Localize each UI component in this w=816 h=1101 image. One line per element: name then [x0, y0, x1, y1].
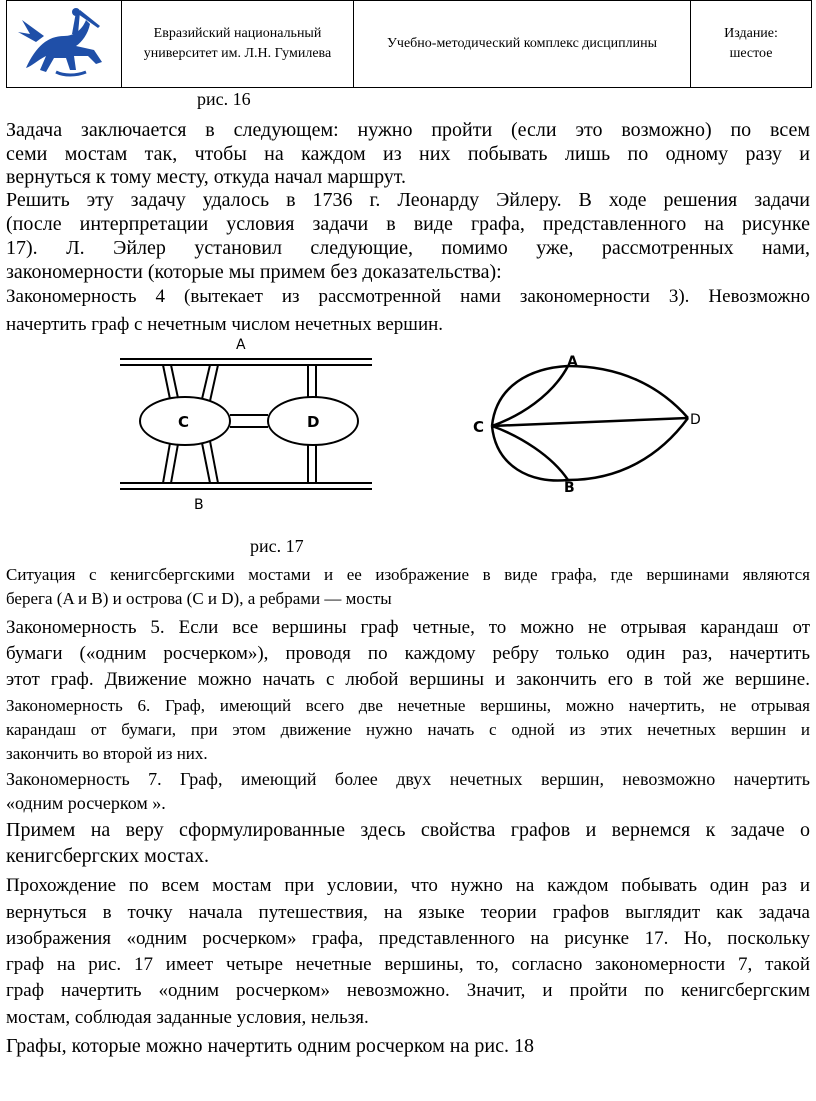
conclusion-line: граф начертить «одним росчерком» невозможно. Значит, и пройти по кенигсбергским [6, 980, 810, 1001]
law-7-line: Закономерность 7. Граф, имеющий более двух нечетных вершин, невозможно начертить [6, 769, 810, 789]
law-6-line: Закономерность 6. Граф, имеющий всего две нечетные вершины, можно начертить, не отрывая [6, 696, 810, 715]
university-name-line1: Евразийский национальный [153, 26, 322, 41]
law-4-line: начертить граф с нечетным числом нечетных вершин. [6, 314, 444, 335]
conclusion-line: вернуться в точку начала путешествия, на языке теории графов выглядит как задача [6, 902, 810, 923]
law-7-line: «одним росчерком ». [6, 793, 166, 813]
konigsberg-bridges-map [110, 333, 390, 513]
law-6-line: закончить во второй из них. [6, 744, 208, 763]
graph-label-a: A [567, 354, 578, 370]
paragraph-euler-line: (после интерпретации условия задачи в виде графа, представленного на рисунке [6, 213, 810, 235]
document-header [6, 0, 812, 88]
paragraph-task-line: вернуться к тому месту, откуда начал маршрут. [6, 166, 407, 188]
figure-17-description-line: Ситуация с кенигсбергскими мостами и ее изображение в виде графа, где вершинами являются [6, 565, 810, 584]
konigsberg-graph [460, 346, 720, 496]
complex-cell [354, 1, 691, 87]
map-label-d: D [307, 413, 320, 431]
accept-line: Примем на веру сформулированные здесь свойства графов и вернемся к задаче о [6, 819, 810, 841]
paragraph-task-line: семи мостам так, чтобы на каждом из них побывать лишь по одному разу и [6, 143, 810, 165]
law-6-line: карандаш от бумаги, при этом движение нужно начать с одной из этих нечетных вершин и [6, 720, 810, 739]
law-5-line: этот граф. Движение можно начать с любой вершины и закончить его в той же вершине. [6, 669, 810, 690]
paragraph-euler-line: Решить эту задачу удалось в 1736 г. Леонарду Эйлеру. В ходе решения задачи [6, 189, 810, 211]
paragraph-euler-line: 17). Л. Эйлер установил следующие, помимо уже, рассмотренных нами, [6, 237, 810, 259]
map-label-a: A [236, 337, 246, 353]
logo-cell [7, 1, 122, 87]
edition-label: Издание: [724, 26, 778, 41]
accept-line: кенигсбергских мостах. [6, 845, 210, 867]
law-4-line: Закономерность 4 (вытекает из рассмотренной нами закономерности 3). Невозможно [6, 286, 810, 307]
figure-17-caption: рис. 17 [250, 536, 304, 556]
law-5-line: Закономерность 5. Если все вершины граф четные, то можно не отрывая карандаш от [6, 617, 810, 638]
law-5-line: бумаги («одним росчерком»), проводя по каждому ребру только один раз, начертить [6, 643, 810, 664]
figure-16-caption: рис. 16 [197, 89, 251, 109]
university-name-cell [122, 1, 354, 87]
map-label-b: B [194, 497, 204, 513]
figure-17-description-line: берега (A и B) и острова (C и D), а ребрами — мосты [6, 589, 392, 608]
conclusion-line: граф на рис. 17 имеет четыре нечетные вершины, то, согласно закономерности 7, такой [6, 954, 810, 975]
figure-18-intro: Графы, которые можно начертить одним росчерком на рис. 18 [6, 1035, 534, 1057]
graph-label-d: D [690, 412, 701, 428]
university-name-line2: университет им. Л.Н. Гумилева [143, 46, 332, 61]
paragraph-task-line: Задача заключается в следующем: нужно пройти (если это возможно) по всем [6, 119, 810, 141]
conclusion-line: Прохождение по всем мостам при условии, что нужно на каждом побывать один раз и [6, 875, 810, 896]
university-logo [16, 6, 112, 82]
paragraph-euler-line: закономерности (которые мы примем без доказательства): [6, 261, 502, 283]
edition-cell [691, 1, 811, 87]
conclusion-line: мостам, соблюдая заданные условия, нельзя. [6, 1007, 369, 1028]
graph-label-c: C [473, 418, 485, 436]
complex-title: Учебно-методический комплекс дисциплины [387, 36, 657, 51]
edition-value: шестое [729, 46, 773, 61]
map-label-c: C [178, 413, 190, 431]
graph-label-b: B [564, 480, 575, 496]
conclusion-line: изображения «одним росчерком» графа, представленного на рисунке 17. Но, поскольку [6, 928, 810, 949]
